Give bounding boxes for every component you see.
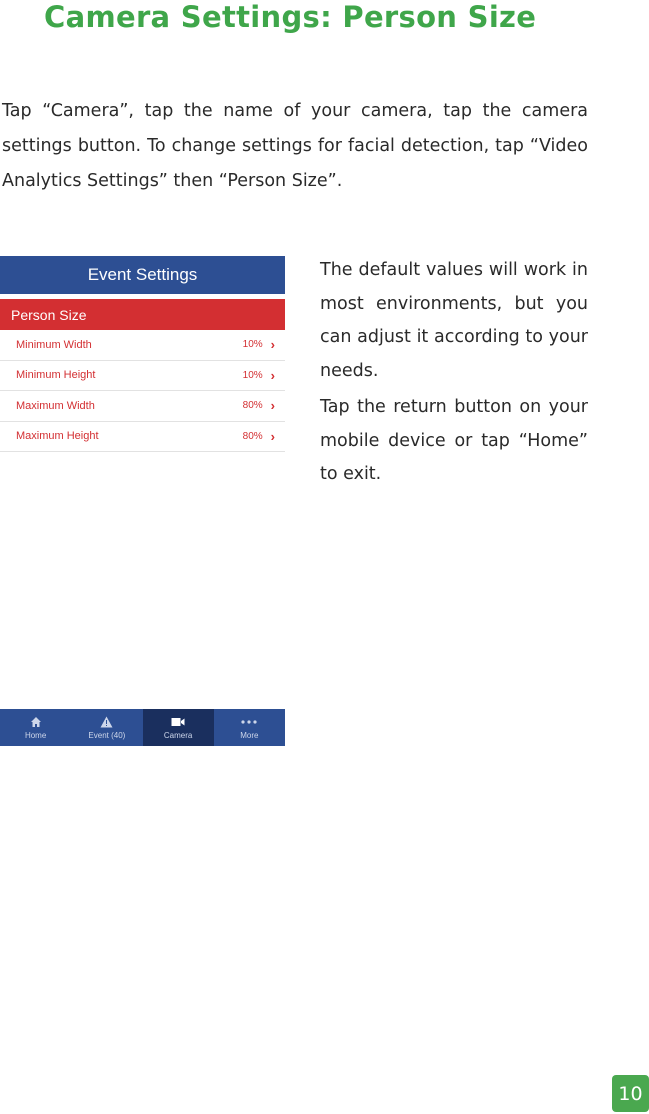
bottom-tab-bar [0, 709, 285, 746]
more-icon [241, 715, 257, 729]
phone-screenshot [0, 256, 285, 746]
setting-row-maximum-width[interactable] [0, 391, 285, 422]
tab-home[interactable] [0, 709, 71, 746]
page-title: Camera Settings: Person Size [44, 0, 537, 34]
intro-paragraph: Tap “Camera”, tap the name of your camera, tap the camera settings button. To change settings for facial detection, tap “Video Analytics Settings” then “Person Size”. [2, 101, 588, 191]
chevron-right-icon: › [270, 398, 275, 414]
tab-label: Home [24, 731, 47, 740]
chevron-right-icon: › [270, 367, 275, 383]
person-size-section[interactable]: Person Size [0, 299, 285, 330]
setting-value: 10% [242, 369, 263, 381]
event-settings-header: Event Settings [0, 256, 285, 299]
setting-row-minimum-height[interactable] [0, 361, 285, 392]
chevron-right-icon: › [270, 428, 275, 444]
tab-camera[interactable] [143, 709, 214, 746]
tab-more[interactable] [214, 709, 285, 746]
exit-instructions-paragraph: Tap the return button on your mobile device or tap “Home” to exit. [320, 397, 588, 484]
setting-row-maximum-height[interactable] [0, 422, 285, 453]
home-icon [30, 715, 42, 729]
camera-icon [171, 715, 185, 729]
setting-label: Minimum Height [16, 369, 96, 382]
tab-label: More [240, 731, 259, 740]
setting-value: 80% [242, 400, 263, 412]
setting-label: Maximum Height [16, 430, 99, 443]
chevron-right-icon: › [270, 337, 275, 353]
side-instructions [320, 254, 588, 495]
setting-value: 80% [242, 430, 263, 442]
default-values-paragraph: The default values will work in most environments, but you can adjust it according to your needs. [320, 260, 588, 381]
tab-label: Event (40) [88, 731, 126, 740]
tab-event[interactable] [71, 709, 142, 746]
warning-icon [100, 715, 113, 729]
setting-label: Minimum Width [16, 338, 92, 351]
setting-label: Maximum Width [16, 399, 95, 412]
setting-value: 10% [242, 339, 263, 351]
tab-label: Camera [163, 731, 193, 740]
page-number-badge: 10 [612, 1075, 649, 1112]
setting-row-minimum-width[interactable] [0, 330, 285, 361]
